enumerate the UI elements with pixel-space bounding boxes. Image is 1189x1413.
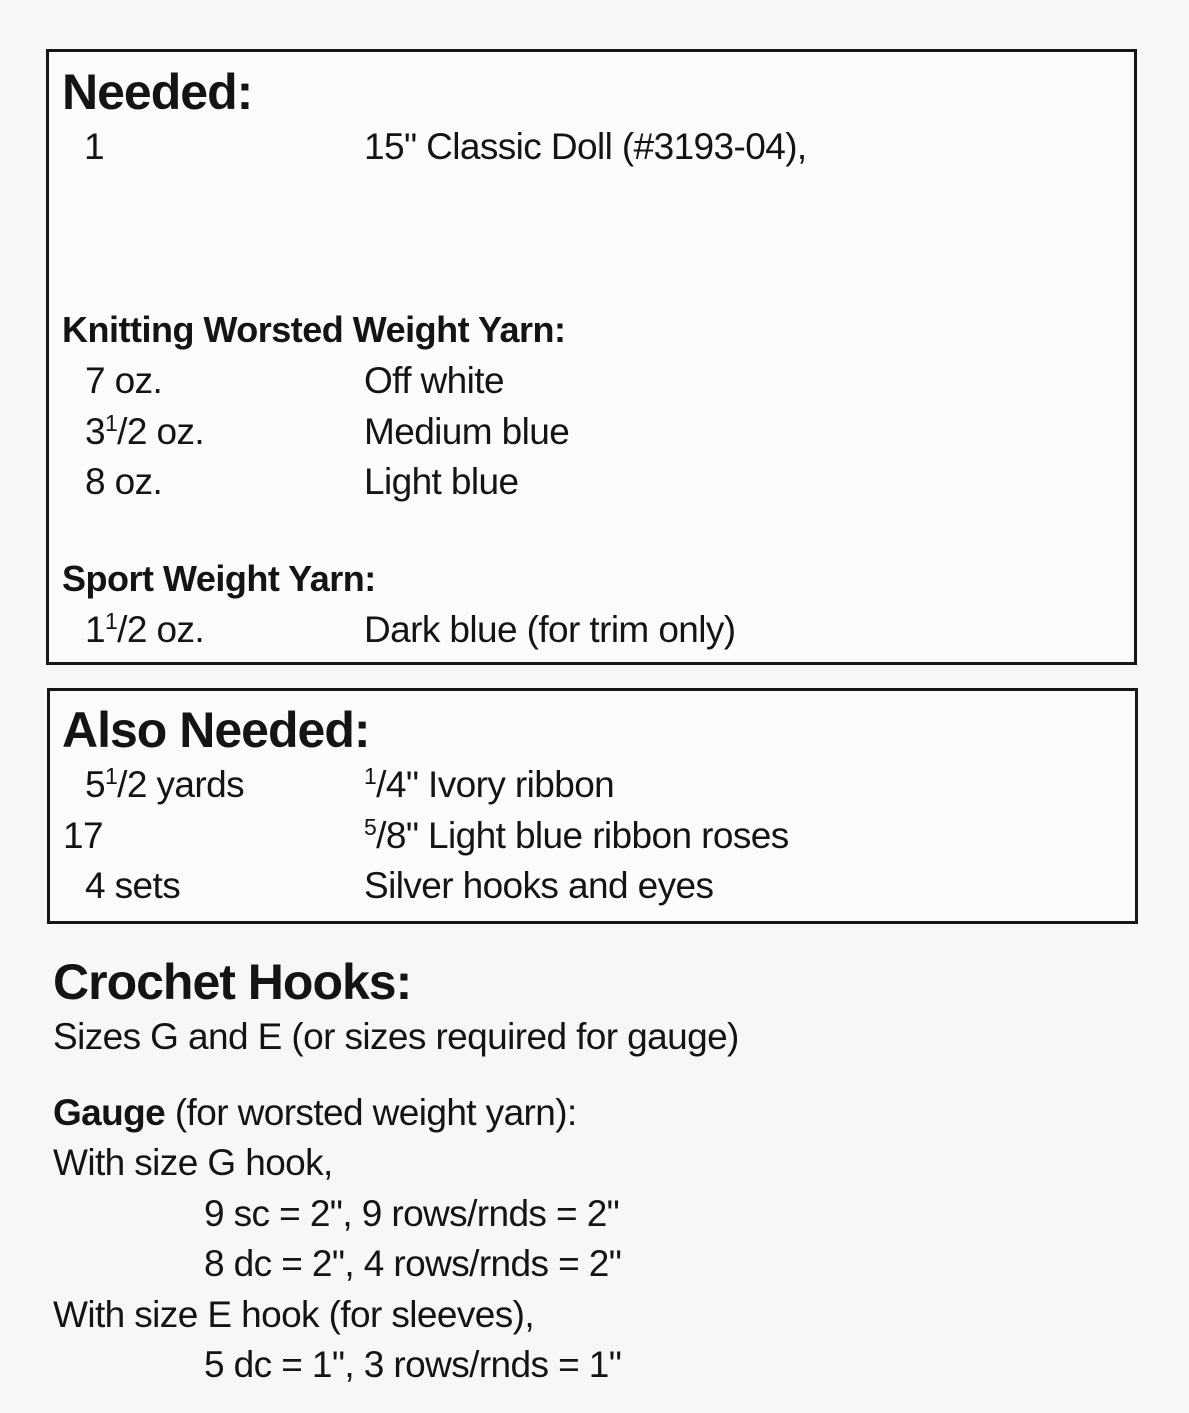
sport-qty-0: $1^1/2$ oz. [85,608,205,650]
doll-desc: 15" Classic Doll (#3193-04), [364,126,807,167]
worsted-heading: Knitting Worsted Weight Yarn: [62,309,566,350]
crochet-hooks-title: Crochet Hooks: [53,954,412,1010]
sport-desc-0: Dark blue (for trim only) [364,609,736,650]
crochet-hooks-sizes: Sizes G and E (or sizes required for gauge) [53,1016,739,1057]
gauge-line-1: 9 sc = 2", 9 rows/rnds = 2" [204,1193,620,1234]
gauge-heading [53,1094,577,1131]
worsted-qty-1: $3^1/2$ oz. [85,410,205,452]
gauge-line-4: 5 dc = 1", 3 rows/rnds = 1" [204,1344,622,1385]
needed-title: Needed: [62,64,253,120]
worsted-qty-0: 7 oz. [85,360,163,401]
also-qty-0: $5^1/2$ yards [85,763,244,805]
also-desc-0: $^1$/4" Ivory ribbon [364,763,615,805]
also-desc-2: Silver hooks and eyes [364,865,714,906]
worsted-desc-1: Medium blue [364,411,570,452]
worsted-qty-2: 8 oz. [85,461,163,502]
sport-heading: Sport Weight Yarn: [62,558,376,599]
also-qty-1: 17 [63,815,103,856]
worsted-desc-0: Off white [364,360,504,401]
gauge-label: Gauge [53,1092,166,1133]
also-qty-2: 4 sets [85,865,181,906]
gauge-line-3: With size E hook (for sleeves), [53,1294,535,1335]
worsted-desc-2: Light blue [364,461,519,502]
gauge-line-0: With size G hook, [53,1142,333,1183]
gauge-qualifier: (for worsted weight yarn): [165,1092,577,1133]
gauge-line-2: 8 dc = 2", 4 rows/rnds = 2" [204,1243,622,1284]
also-desc-1: $^5$/8" Light blue ribbon roses [364,814,789,856]
doll-qty: 1 [84,126,104,167]
also-needed-title: Also Needed: [62,702,370,758]
